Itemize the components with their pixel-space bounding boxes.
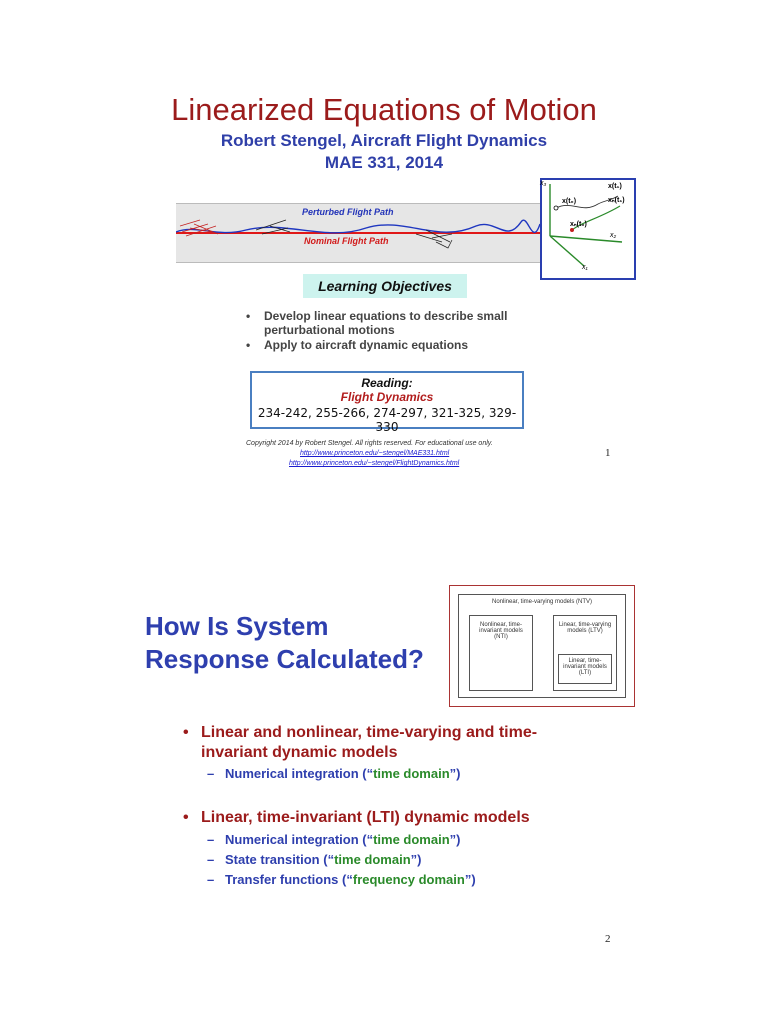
subbullet-prefix: State transition (“ <box>225 852 335 867</box>
slide2-subbullet-2-3 <box>207 872 476 887</box>
subbullet-highlight: frequency domain <box>352 872 465 887</box>
perturbed-path-line <box>176 220 540 233</box>
slide2-subbullet-2-1 <box>207 832 461 847</box>
state-space-figure <box>540 178 636 280</box>
course-link[interactable]: http://www.princeton.edu/~stengel/MAE331.html <box>300 450 450 457</box>
lti-label: Linear, time-invariant models (LTI) <box>563 658 607 676</box>
dash-marker: – <box>207 832 215 847</box>
bullet-marker: • <box>246 309 251 323</box>
ltv-label: Linear, time-varying models (LTV) <box>558 622 612 634</box>
objective-bullet-1 <box>246 309 534 337</box>
bullet-text: Linear, time-invariant (LTI) dynamic models <box>201 809 530 826</box>
ntv-label: Nonlinear, time-varying models (NTV) <box>491 599 593 605</box>
slide1-course: MAE 331, 2014 <box>324 153 444 172</box>
xn-t1-label: xₙ(t₁) <box>608 197 625 204</box>
learning-objectives-label: Learning Objectives <box>303 274 467 298</box>
x1-label: x₁ <box>582 264 588 271</box>
page-number-2: 2 <box>605 933 611 945</box>
subbullet-suffix: ”) <box>449 832 461 847</box>
objective-bullet-2 <box>246 338 534 352</box>
slide2-title-line1: How Is System <box>145 611 329 641</box>
dash-marker: – <box>207 766 215 781</box>
reading-book: Flight Dynamics <box>340 390 434 404</box>
x3-label: x₃ <box>540 180 547 187</box>
lti-region <box>558 654 612 684</box>
slide2-title-line2: Response Calculated? <box>145 644 424 674</box>
xn-t0-label: xₙ(t₀) <box>570 221 587 228</box>
nominal-start-point <box>570 228 574 232</box>
nti-region <box>469 615 533 691</box>
models-diagram <box>449 585 635 707</box>
slide2-bullet-1 <box>183 723 601 763</box>
subbullet-suffix: ”) <box>464 872 476 887</box>
nominal-path-label: Nominal Flight Path <box>304 236 389 246</box>
subbullet-highlight: time domain <box>373 832 450 847</box>
subbullet-prefix: Numerical integration (“ <box>225 832 374 847</box>
subbullet-highlight: time domain <box>334 852 411 867</box>
flight-path-figure <box>176 203 540 263</box>
perturbed-path-label: Perturbed Flight Path <box>302 207 394 217</box>
slide1-author: Robert Stengel, Aircraft Flight Dynamics <box>220 131 548 150</box>
subbullet-prefix: Transfer functions (“ <box>225 872 353 887</box>
x-t1-label: x(t₁) <box>608 183 622 190</box>
page-number-1: 1 <box>605 447 611 459</box>
bullet-marker: • <box>246 338 251 352</box>
objective-text: Develop linear equations to describe small perturbational motions <box>264 309 508 337</box>
subbullet-suffix: ”) <box>449 766 461 781</box>
ltv-region <box>553 615 617 691</box>
subbullet-highlight: time domain <box>373 766 450 781</box>
subbullet-suffix: ”) <box>410 852 422 867</box>
axes-drawing <box>542 180 634 278</box>
slide2-bullet-2 <box>183 808 621 828</box>
book-link[interactable]: http://www.princeton.edu/~stengel/FlightDynamics.html <box>289 460 460 467</box>
x2-label: x₂ <box>610 232 617 239</box>
x-t0-label: x(t₀) <box>562 198 577 205</box>
bullet-marker: • <box>183 724 189 741</box>
start-point <box>554 206 558 210</box>
slide2-subbullet-1-1 <box>207 766 461 781</box>
nti-label: Nonlinear, time-invariant models (NTI) <box>479 622 523 640</box>
reading-box <box>250 371 524 434</box>
bullet-text: Linear and nonlinear, time-varying and time-invariant dynamic models <box>201 724 538 761</box>
subbullet-prefix: Numerical integration (“ <box>225 766 374 781</box>
reading-label: Reading: <box>361 376 413 390</box>
bullet-marker: • <box>183 809 189 826</box>
copyright-notice: Copyright 2014 by Robert Stengel. All rights reserved. For educational use only. <box>246 440 493 447</box>
x1-axis <box>550 236 584 266</box>
reading-pages: 234-242, 255-266, 274-297, 321-325, 329-330 <box>257 406 517 434</box>
dash-marker: – <box>207 872 215 887</box>
dash-marker: – <box>207 852 215 867</box>
ntv-region <box>458 594 626 698</box>
slide1-title: Linearized Equations of Motion <box>171 92 597 127</box>
objective-text: Apply to aircraft dynamic equations <box>264 338 469 352</box>
slide2-subbullet-2-2 <box>207 852 422 867</box>
